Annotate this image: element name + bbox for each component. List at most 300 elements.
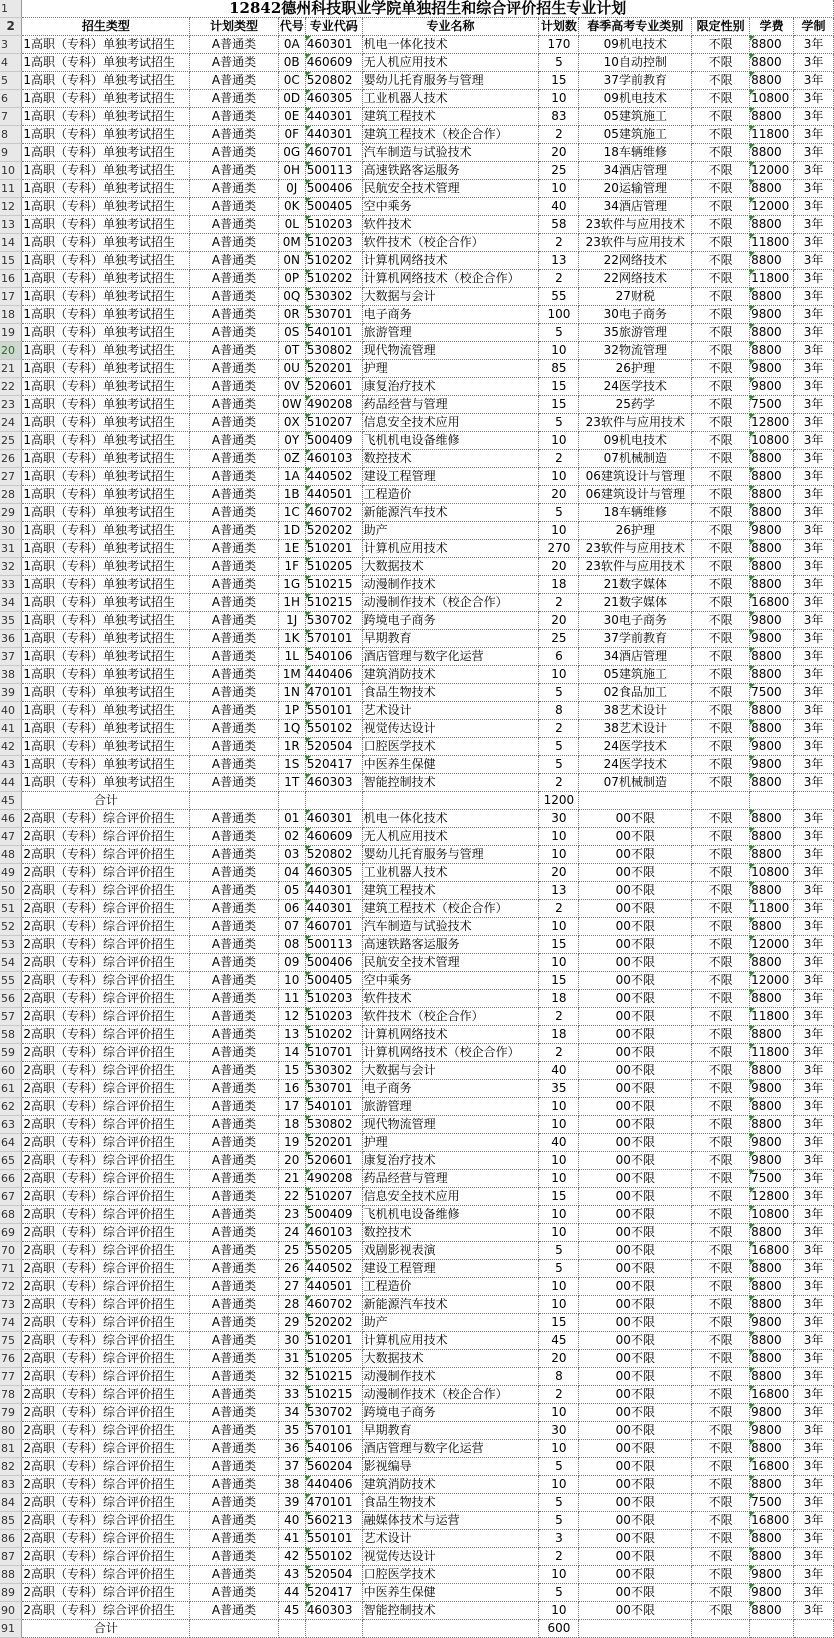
cell-gender-limit[interactable]: 不限 [692, 270, 750, 288]
cell-plan-type[interactable]: A普通类 [190, 1332, 279, 1350]
row-header[interactable]: 59 [0, 1044, 22, 1062]
cell-major-name[interactable]: 大数据与会计 [362, 288, 539, 306]
cell-exam-category[interactable]: 00不限 [579, 954, 692, 972]
cell-major-name[interactable]: 飞机机电设备维修 [362, 1206, 539, 1224]
cell-major-name[interactable]: 建设工程管理 [362, 468, 539, 486]
cell-plan-type[interactable]: A普通类 [190, 54, 279, 72]
cell-enroll-type[interactable]: 1高职（专科）单独考试招生 [22, 90, 190, 108]
cell-exam-category[interactable]: 00不限 [579, 900, 692, 918]
cell-code[interactable]: 1G [278, 576, 305, 594]
row-header[interactable]: 49 [0, 864, 22, 882]
cell-plan-type[interactable]: A普通类 [190, 1494, 279, 1512]
cell-enroll-type[interactable]: 2高职（专科）综合评价招生 [22, 810, 190, 828]
cell-plan-type[interactable]: A普通类 [190, 936, 279, 954]
cell-code[interactable]: 22 [278, 1188, 305, 1206]
cell-plan-count[interactable]: 5 [539, 414, 579, 432]
cell-exam-category[interactable]: 23软件与应用技术 [579, 558, 692, 576]
cell-tuition[interactable]: 7500 [750, 1494, 794, 1512]
cell-major-name[interactable]: 康复治疗技术 [362, 378, 539, 396]
cell-plan-count[interactable]: 10 [539, 1440, 579, 1458]
cell-duration[interactable]: 3年 [794, 666, 834, 684]
cell-tuition[interactable]: 8800 [750, 450, 794, 468]
cell-gender-limit[interactable]: 不限 [692, 738, 750, 756]
cell-gender-limit[interactable]: 不限 [692, 1566, 750, 1584]
cell-major-name[interactable]: 计算机应用技术 [362, 1332, 539, 1350]
cell-duration[interactable]: 3年 [794, 936, 834, 954]
cell-tuition[interactable]: 8800 [750, 342, 794, 360]
cell-major-name[interactable]: 影视编导 [362, 1458, 539, 1476]
cell-exam-category[interactable]: 00不限 [579, 936, 692, 954]
cell-enroll-type[interactable]: 1高职（专科）单独考试招生 [22, 108, 190, 126]
cell-major-code[interactable]: 510203 [305, 216, 362, 234]
row-header[interactable]: 48 [0, 846, 22, 864]
cell-code[interactable]: 30 [278, 1332, 305, 1350]
cell-plan-type[interactable]: A普通类 [190, 1458, 279, 1476]
cell-tuition[interactable]: 12800 [750, 414, 794, 432]
cell-code[interactable]: 36 [278, 1440, 305, 1458]
cell-code[interactable]: 0U [278, 360, 305, 378]
cell-duration[interactable]: 3年 [794, 450, 834, 468]
cell-major-code[interactable]: 510203 [305, 234, 362, 252]
row-header[interactable]: 71 [0, 1260, 22, 1278]
cell-tuition[interactable]: 8800 [750, 1368, 794, 1386]
cell-exam-category[interactable]: 10自动控制 [579, 54, 692, 72]
cell-plan-type[interactable]: A普通类 [190, 558, 279, 576]
cell-duration[interactable]: 3年 [794, 864, 834, 882]
cell-plan-count[interactable]: 10 [539, 1224, 579, 1242]
cell-plan-count[interactable]: 5 [539, 1584, 579, 1602]
cell-major-name[interactable]: 建筑工程技术 [362, 882, 539, 900]
cell-tuition[interactable]: 8800 [750, 1224, 794, 1242]
cell-exam-category[interactable]: 21数字媒体 [579, 594, 692, 612]
row-header[interactable]: 19 [0, 324, 22, 342]
cell-code[interactable]: 10 [278, 972, 305, 990]
cell-gender-limit[interactable]: 不限 [692, 1170, 750, 1188]
cell-enroll-type[interactable]: 2高职（专科）综合评价招生 [22, 1224, 190, 1242]
cell-gender-limit[interactable]: 不限 [692, 1062, 750, 1080]
cell-major-name[interactable]: 汽车制造与试验技术 [362, 918, 539, 936]
cell-code[interactable]: 0B [278, 54, 305, 72]
row-header[interactable]: 78 [0, 1386, 22, 1404]
empty-cell[interactable] [692, 792, 750, 810]
cell-duration[interactable]: 3年 [794, 36, 834, 54]
cell-major-code[interactable]: 540106 [305, 1440, 362, 1458]
cell-enroll-type[interactable]: 1高职（专科）单独考试招生 [22, 432, 190, 450]
row-header[interactable]: 65 [0, 1152, 22, 1170]
cell-enroll-type[interactable]: 1高职（专科）单独考试招生 [22, 720, 190, 738]
cell-tuition[interactable]: 8800 [750, 1440, 794, 1458]
cell-exam-category[interactable]: 00不限 [579, 1080, 692, 1098]
cell-exam-category[interactable]: 00不限 [579, 1332, 692, 1350]
cell-major-name[interactable]: 信息安全技术应用 [362, 1188, 539, 1206]
cell-gender-limit[interactable]: 不限 [692, 1422, 750, 1440]
cell-enroll-type[interactable]: 1高职（专科）单独考试招生 [22, 684, 190, 702]
cell-major-name[interactable]: 软件技术 [362, 216, 539, 234]
cell-gender-limit[interactable]: 不限 [692, 864, 750, 882]
cell-duration[interactable]: 3年 [794, 900, 834, 918]
cell-tuition[interactable]: 9800 [750, 1152, 794, 1170]
cell-enroll-type[interactable]: 2高职（专科）综合评价招生 [22, 864, 190, 882]
cell-plan-type[interactable]: A普通类 [190, 1476, 279, 1494]
cell-exam-category[interactable]: 32物流管理 [579, 342, 692, 360]
cell-plan-type[interactable]: A普通类 [190, 1224, 279, 1242]
row-header[interactable]: 8 [0, 126, 22, 144]
row-header[interactable]: 25 [0, 432, 22, 450]
cell-exam-category[interactable]: 00不限 [579, 1278, 692, 1296]
cell-plan-count[interactable]: 10 [539, 432, 579, 450]
cell-exam-category[interactable]: 00不限 [579, 1422, 692, 1440]
cell-major-name[interactable]: 动漫制作技术 [362, 576, 539, 594]
cell-plan-count[interactable]: 2 [539, 1008, 579, 1026]
cell-gender-limit[interactable]: 不限 [692, 1530, 750, 1548]
cell-exam-category[interactable]: 30电子商务 [579, 612, 692, 630]
cell-gender-limit[interactable]: 不限 [692, 540, 750, 558]
cell-plan-type[interactable]: A普通类 [190, 468, 279, 486]
cell-enroll-type[interactable]: 1高职（专科）单独考试招生 [22, 450, 190, 468]
cell-duration[interactable]: 3年 [794, 1242, 834, 1260]
row-header[interactable]: 2 [0, 18, 22, 36]
row-header[interactable]: 18 [0, 306, 22, 324]
cell-plan-type[interactable]: A普通类 [190, 180, 279, 198]
cell-major-name[interactable]: 新能源汽车技术 [362, 1296, 539, 1314]
row-header[interactable]: 57 [0, 1008, 22, 1026]
row-header[interactable]: 42 [0, 738, 22, 756]
cell-gender-limit[interactable]: 不限 [692, 1188, 750, 1206]
cell-major-code[interactable]: 440501 [305, 486, 362, 504]
cell-enroll-type[interactable]: 2高职（专科）综合评价招生 [22, 1512, 190, 1530]
cell-plan-type[interactable]: A普通类 [190, 522, 279, 540]
cell-major-name[interactable]: 助产 [362, 1314, 539, 1332]
cell-enroll-type[interactable]: 1高职（专科）单独考试招生 [22, 54, 190, 72]
cell-exam-category[interactable]: 00不限 [579, 1476, 692, 1494]
cell-gender-limit[interactable]: 不限 [692, 1008, 750, 1026]
cell-enroll-type[interactable]: 1高职（专科）单独考试招生 [22, 576, 190, 594]
row-header[interactable]: 23 [0, 396, 22, 414]
cell-plan-count[interactable]: 5 [539, 1242, 579, 1260]
cell-tuition[interactable]: 8800 [750, 828, 794, 846]
cell-enroll-type[interactable]: 2高职（专科）综合评价招生 [22, 1044, 190, 1062]
cell-gender-limit[interactable]: 不限 [692, 180, 750, 198]
cell-plan-type[interactable]: A普通类 [190, 810, 279, 828]
cell-major-name[interactable]: 食品生物技术 [362, 684, 539, 702]
cell-code[interactable]: 09 [278, 954, 305, 972]
cell-major-code[interactable]: 440301 [305, 882, 362, 900]
row-header[interactable]: 90 [0, 1602, 22, 1620]
cell-major-name[interactable]: 建设工程管理 [362, 1260, 539, 1278]
cell-major-code[interactable]: 500405 [305, 198, 362, 216]
cell-tuition[interactable]: 10800 [750, 1206, 794, 1224]
cell-duration[interactable]: 3年 [794, 1584, 834, 1602]
cell-plan-type[interactable]: A普通类 [190, 324, 279, 342]
cell-major-code[interactable]: 510205 [305, 1350, 362, 1368]
cell-enroll-type[interactable]: 2高职（专科）综合评价招生 [22, 1188, 190, 1206]
cell-plan-count[interactable]: 35 [539, 1080, 579, 1098]
row-header[interactable]: 36 [0, 630, 22, 648]
cell-duration[interactable]: 3年 [794, 1062, 834, 1080]
row-header[interactable]: 47 [0, 828, 22, 846]
cell-exam-category[interactable]: 00不限 [579, 1026, 692, 1044]
cell-plan-count[interactable]: 20 [539, 486, 579, 504]
cell-gender-limit[interactable]: 不限 [692, 144, 750, 162]
cell-major-code[interactable]: 530302 [305, 1062, 362, 1080]
cell-major-code[interactable]: 530701 [305, 306, 362, 324]
cell-major-name[interactable]: 现代物流管理 [362, 342, 539, 360]
cell-exam-category[interactable]: 26护理 [579, 522, 692, 540]
cell-plan-count[interactable]: 10 [539, 1278, 579, 1296]
cell-major-code[interactable]: 460103 [305, 1224, 362, 1242]
cell-code[interactable]: 0R [278, 306, 305, 324]
row-header[interactable]: 62 [0, 1098, 22, 1116]
cell-major-name[interactable]: 动漫制作技术（校企合作） [362, 594, 539, 612]
cell-plan-type[interactable]: A普通类 [190, 1134, 279, 1152]
cell-major-code[interactable]: 470101 [305, 684, 362, 702]
cell-major-name[interactable]: 民航安全技术管理 [362, 954, 539, 972]
cell-major-code[interactable]: 490208 [305, 396, 362, 414]
row-header[interactable]: 79 [0, 1404, 22, 1422]
cell-code[interactable]: 1N [278, 684, 305, 702]
cell-major-code[interactable]: 470101 [305, 1494, 362, 1512]
cell-gender-limit[interactable]: 不限 [692, 324, 750, 342]
cell-code[interactable]: 0A [278, 36, 305, 54]
cell-major-code[interactable]: 510203 [305, 990, 362, 1008]
cell-code[interactable]: 33 [278, 1386, 305, 1404]
cell-duration[interactable]: 3年 [794, 1134, 834, 1152]
cell-duration[interactable]: 3年 [794, 1224, 834, 1242]
cell-enroll-type[interactable]: 2高职（专科）综合评价招生 [22, 900, 190, 918]
cell-tuition[interactable]: 8800 [750, 72, 794, 90]
cell-code[interactable]: 1H [278, 594, 305, 612]
cell-enroll-type[interactable]: 1高职（专科）单独考试招生 [22, 486, 190, 504]
cell-gender-limit[interactable]: 不限 [692, 432, 750, 450]
cell-gender-limit[interactable]: 不限 [692, 1116, 750, 1134]
cell-duration[interactable]: 3年 [794, 594, 834, 612]
cell-plan-count[interactable]: 10 [539, 1602, 579, 1620]
cell-enroll-type[interactable]: 1高职（专科）单独考试招生 [22, 612, 190, 630]
cell-gender-limit[interactable]: 不限 [692, 450, 750, 468]
cell-plan-type[interactable]: A普通类 [190, 1260, 279, 1278]
cell-major-code[interactable]: 510215 [305, 1368, 362, 1386]
cell-major-code[interactable]: 510207 [305, 414, 362, 432]
cell-major-code[interactable]: 510201 [305, 540, 362, 558]
cell-major-name[interactable]: 艺术设计 [362, 702, 539, 720]
cell-tuition[interactable]: 8800 [750, 288, 794, 306]
cell-duration[interactable]: 3年 [794, 576, 834, 594]
cell-plan-type[interactable]: A普通类 [190, 414, 279, 432]
cell-gender-limit[interactable]: 不限 [692, 594, 750, 612]
cell-major-name[interactable]: 工程造价 [362, 486, 539, 504]
row-header[interactable]: 14 [0, 234, 22, 252]
cell-tuition[interactable]: 8800 [750, 144, 794, 162]
cell-gender-limit[interactable]: 不限 [692, 990, 750, 1008]
cell-enroll-type[interactable]: 2高职（专科）综合评价招生 [22, 1476, 190, 1494]
cell-major-code[interactable]: 440301 [305, 900, 362, 918]
cell-exam-category[interactable]: 34酒店管理 [579, 162, 692, 180]
cell-major-name[interactable]: 计算机网络技术（校企合作） [362, 270, 539, 288]
cell-enroll-type[interactable]: 2高职（专科）综合评价招生 [22, 990, 190, 1008]
cell-plan-type[interactable]: A普通类 [190, 1422, 279, 1440]
row-header[interactable]: 82 [0, 1458, 22, 1476]
row-header[interactable]: 87 [0, 1548, 22, 1566]
cell-code[interactable]: 37 [278, 1458, 305, 1476]
cell-code[interactable]: 32 [278, 1368, 305, 1386]
cell-gender-limit[interactable]: 不限 [692, 54, 750, 72]
cell-plan-count[interactable]: 45 [539, 1332, 579, 1350]
cell-code[interactable]: 17 [278, 1098, 305, 1116]
cell-major-code[interactable]: 440502 [305, 468, 362, 486]
cell-plan-type[interactable]: A普通类 [190, 234, 279, 252]
cell-enroll-type[interactable]: 2高职（专科）综合评价招生 [22, 1350, 190, 1368]
cell-tuition[interactable]: 9800 [750, 522, 794, 540]
cell-gender-limit[interactable]: 不限 [692, 1080, 750, 1098]
cell-tuition[interactable]: 8800 [750, 1260, 794, 1278]
cell-plan-type[interactable]: A普通类 [190, 1080, 279, 1098]
cell-tuition[interactable]: 8800 [750, 810, 794, 828]
cell-gender-limit[interactable]: 不限 [692, 756, 750, 774]
cell-plan-count[interactable]: 2 [539, 720, 579, 738]
cell-major-name[interactable]: 视觉传达设计 [362, 1548, 539, 1566]
cell-tuition[interactable]: 8800 [750, 720, 794, 738]
row-header[interactable]: 54 [0, 954, 22, 972]
cell-major-name[interactable]: 大数据技术 [362, 1350, 539, 1368]
cell-plan-type[interactable]: A普通类 [190, 72, 279, 90]
cell-plan-count[interactable]: 13 [539, 882, 579, 900]
cell-gender-limit[interactable]: 不限 [692, 36, 750, 54]
cell-exam-category[interactable]: 24医学技术 [579, 378, 692, 396]
cell-plan-count[interactable]: 5 [539, 1512, 579, 1530]
cell-major-code[interactable]: 510215 [305, 1386, 362, 1404]
cell-enroll-type[interactable]: 1高职（专科）单独考试招生 [22, 324, 190, 342]
cell-enroll-type[interactable]: 1高职（专科）单独考试招生 [22, 504, 190, 522]
cell-tuition[interactable]: 10800 [750, 432, 794, 450]
cell-plan-count[interactable]: 15 [539, 396, 579, 414]
cell-major-code[interactable]: 460609 [305, 54, 362, 72]
cell-major-code[interactable]: 500406 [305, 180, 362, 198]
cell-gender-limit[interactable]: 不限 [692, 630, 750, 648]
cell-major-name[interactable]: 智能控制技术 [362, 1602, 539, 1620]
cell-plan-count[interactable]: 25 [539, 630, 579, 648]
row-header[interactable]: 5 [0, 72, 22, 90]
cell-code[interactable]: 0W [278, 396, 305, 414]
cell-major-name[interactable]: 计算机应用技术 [362, 540, 539, 558]
cell-duration[interactable]: 3年 [794, 1512, 834, 1530]
row-header[interactable]: 77 [0, 1368, 22, 1386]
cell-plan-count[interactable]: 10 [539, 828, 579, 846]
cell-plan-type[interactable]: A普通类 [190, 396, 279, 414]
cell-gender-limit[interactable]: 不限 [692, 396, 750, 414]
cell-plan-count[interactable]: 5 [539, 1458, 579, 1476]
cell-gender-limit[interactable]: 不限 [692, 1476, 750, 1494]
cell-plan-type[interactable]: A普通类 [190, 504, 279, 522]
cell-enroll-type[interactable]: 2高职（专科）综合评价招生 [22, 1026, 190, 1044]
cell-tuition[interactable]: 12800 [750, 1188, 794, 1206]
cell-major-name[interactable]: 现代物流管理 [362, 1116, 539, 1134]
cell-enroll-type[interactable]: 2高职（专科）综合评价招生 [22, 1062, 190, 1080]
cell-major-code[interactable]: 510202 [305, 252, 362, 270]
header-duration[interactable]: 学制 [794, 18, 834, 36]
cell-tuition[interactable]: 9800 [750, 738, 794, 756]
cell-enroll-type[interactable]: 2高职（专科）综合评价招生 [22, 936, 190, 954]
empty-cell[interactable] [794, 792, 834, 810]
cell-exam-category[interactable]: 09机电技术 [579, 90, 692, 108]
cell-exam-category[interactable]: 18车辆维修 [579, 144, 692, 162]
header-gender-limit[interactable]: 限定性别 [692, 18, 750, 36]
cell-tuition[interactable]: 12000 [750, 162, 794, 180]
sheet-title[interactable]: 12842德州科技职业学院单独招生和综合评价招生专业计划 [22, 0, 834, 18]
empty-cell[interactable] [794, 1620, 834, 1638]
cell-enroll-type[interactable]: 1高职（专科）单独考试招生 [22, 666, 190, 684]
cell-tuition[interactable]: 8800 [750, 1476, 794, 1494]
cell-exam-category[interactable]: 00不限 [579, 828, 692, 846]
cell-gender-limit[interactable]: 不限 [692, 954, 750, 972]
cell-tuition[interactable]: 7500 [750, 684, 794, 702]
cell-exam-category[interactable]: 00不限 [579, 1224, 692, 1242]
subtotal-value[interactable]: 1200 [539, 792, 579, 810]
cell-duration[interactable]: 3年 [794, 72, 834, 90]
cell-duration[interactable]: 3年 [794, 990, 834, 1008]
cell-gender-limit[interactable]: 不限 [692, 648, 750, 666]
cell-major-name[interactable]: 建筑工程技术（校企合作） [362, 900, 539, 918]
cell-gender-limit[interactable]: 不限 [692, 288, 750, 306]
cell-code[interactable]: 0J [278, 180, 305, 198]
cell-plan-type[interactable]: A普通类 [190, 360, 279, 378]
cell-tuition[interactable]: 9800 [750, 1314, 794, 1332]
cell-plan-count[interactable]: 30 [539, 1422, 579, 1440]
cell-gender-limit[interactable]: 不限 [692, 828, 750, 846]
cell-plan-count[interactable]: 40 [539, 1134, 579, 1152]
cell-exam-category[interactable]: 00不限 [579, 1062, 692, 1080]
cell-exam-category[interactable]: 00不限 [579, 972, 692, 990]
row-header[interactable]: 17 [0, 288, 22, 306]
cell-code[interactable]: 0Q [278, 288, 305, 306]
empty-cell[interactable] [190, 792, 279, 810]
cell-plan-count[interactable]: 18 [539, 990, 579, 1008]
cell-tuition[interactable]: 11800 [750, 234, 794, 252]
cell-major-name[interactable]: 康复治疗技术 [362, 1152, 539, 1170]
cell-major-code[interactable]: 510203 [305, 1008, 362, 1026]
cell-code[interactable]: 1A [278, 468, 305, 486]
cell-plan-count[interactable]: 15 [539, 72, 579, 90]
cell-enroll-type[interactable]: 2高职（专科）综合评价招生 [22, 846, 190, 864]
cell-exam-category[interactable]: 00不限 [579, 1206, 692, 1224]
cell-plan-type[interactable]: A普通类 [190, 1152, 279, 1170]
cell-plan-count[interactable]: 2 [539, 450, 579, 468]
cell-code[interactable]: 24 [278, 1224, 305, 1242]
cell-plan-type[interactable]: A普通类 [190, 486, 279, 504]
cell-major-code[interactable]: 460103 [305, 450, 362, 468]
cell-major-name[interactable]: 助产 [362, 522, 539, 540]
cell-duration[interactable]: 3年 [794, 972, 834, 990]
cell-duration[interactable]: 3年 [794, 1188, 834, 1206]
cell-tuition[interactable]: 10800 [750, 864, 794, 882]
cell-major-code[interactable]: 520417 [305, 1584, 362, 1602]
cell-code[interactable]: 0C [278, 72, 305, 90]
cell-enroll-type[interactable]: 1高职（专科）单独考试招生 [22, 594, 190, 612]
cell-plan-count[interactable]: 100 [539, 306, 579, 324]
cell-enroll-type[interactable]: 1高职（专科）单独考试招生 [22, 702, 190, 720]
cell-enroll-type[interactable]: 2高职（专科）综合评价招生 [22, 1368, 190, 1386]
cell-gender-limit[interactable]: 不限 [692, 1152, 750, 1170]
cell-code[interactable]: 44 [278, 1584, 305, 1602]
cell-plan-type[interactable]: A普通类 [190, 342, 279, 360]
header-enroll-type[interactable]: 招生类型 [22, 18, 190, 36]
cell-duration[interactable]: 3年 [794, 108, 834, 126]
cell-plan-type[interactable]: A普通类 [190, 918, 279, 936]
cell-exam-category[interactable]: 00不限 [579, 1404, 692, 1422]
cell-gender-limit[interactable]: 不限 [692, 1044, 750, 1062]
cell-tuition[interactable]: 8800 [750, 1332, 794, 1350]
cell-gender-limit[interactable]: 不限 [692, 918, 750, 936]
cell-duration[interactable]: 3年 [794, 540, 834, 558]
